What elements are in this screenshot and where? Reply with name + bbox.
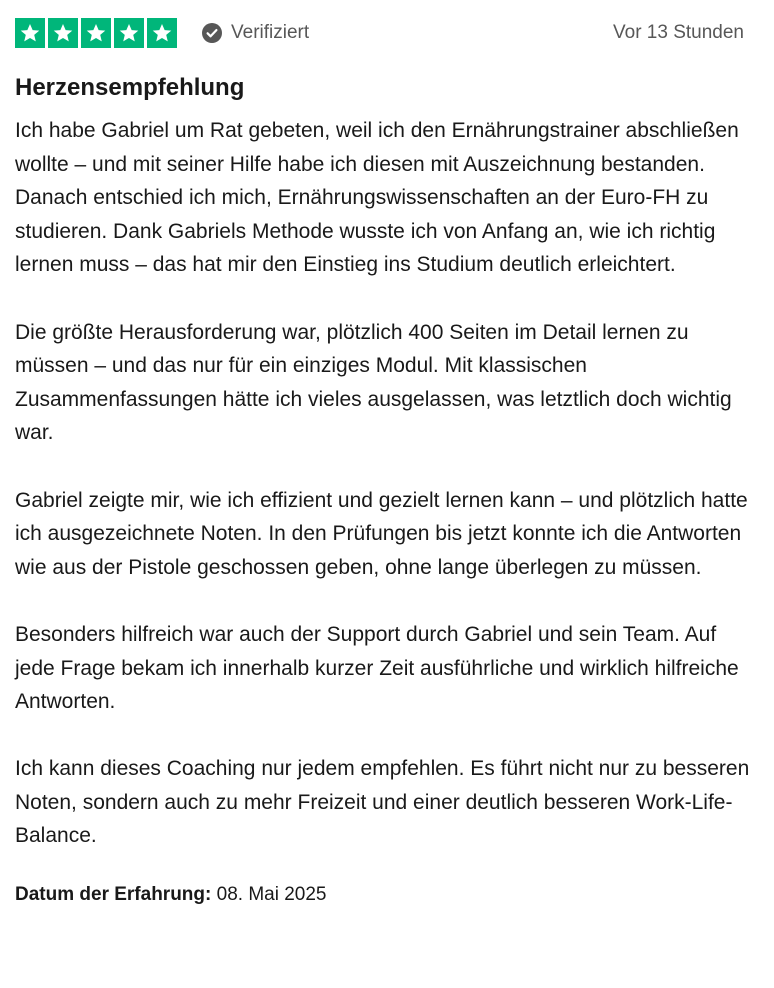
review-timestamp: Vor 13 Stunden	[613, 22, 744, 43]
star-icon	[15, 18, 45, 48]
review-paragraph: Ich habe Gabriel um Rat gebeten, weil ich den Ernährungstrainer abschließen wollte – und mit seiner Hilfe habe ich diesen mit Auszeichnung bestanden. Danach entschied ich mich, Ernährungswissenschaften an der Euro-FH zu studieren. Dank Gabriels Methode wusste ich von Anfang an, wie ich richtig lernen muss – das hat mir den Einstieg ins Studium deutlich erleichtert.	[15, 119, 739, 277]
review-title[interactable]: Herzensempfehlung	[15, 74, 245, 101]
review-header	[15, 18, 744, 48]
star-icon	[114, 18, 144, 48]
review-paragraph: Gabriel zeigte mir, wie ich effizient und gezielt lernen kann – und plötzlich hatte ich ausgezeichnete Noten. In den Prüfungen bis jetzt konnte ich die Antworten wie aus der Pistole geschossen geben, ohne lange überlegen zu müssen.	[15, 488, 748, 579]
experience-date-value: 08. Mai 2025	[216, 884, 327, 906]
star-icon	[147, 18, 177, 48]
experience-date	[15, 883, 744, 907]
experience-date-label: Datum der Erfahrung:	[15, 884, 212, 906]
check-circle-icon	[202, 23, 222, 43]
verified-label: Verifiziert	[231, 22, 310, 43]
star-icon	[81, 18, 111, 48]
star-rating	[15, 18, 177, 48]
review-paragraph: Ich kann dieses Coaching nur jedem empfehlen. Es führt nicht nur zu besseren Noten, sondern auch zu mehr Freizeit und einer deutlich besseren Work-Life-Balance.	[15, 757, 750, 848]
review-paragraph: Die größte Herausforderung war, plötzlich 400 Seiten im Detail lernen zu müssen – und das nur für ein einziges Modul. Mit klassischen Zusammenfassungen hätte ich vieles ausgelassen, was letztlich doch wichtig war.	[15, 320, 732, 445]
star-icon	[48, 18, 78, 48]
verified-badge[interactable]	[202, 22, 309, 44]
review-body	[15, 114, 750, 853]
review-paragraph: Besonders hilfreich war auch der Support durch Gabriel und sein Team. Auf jede Frage bekam ich innerhalb kurzer Zeit ausführliche und wirklich hilfreiche Antworten.	[15, 622, 739, 714]
